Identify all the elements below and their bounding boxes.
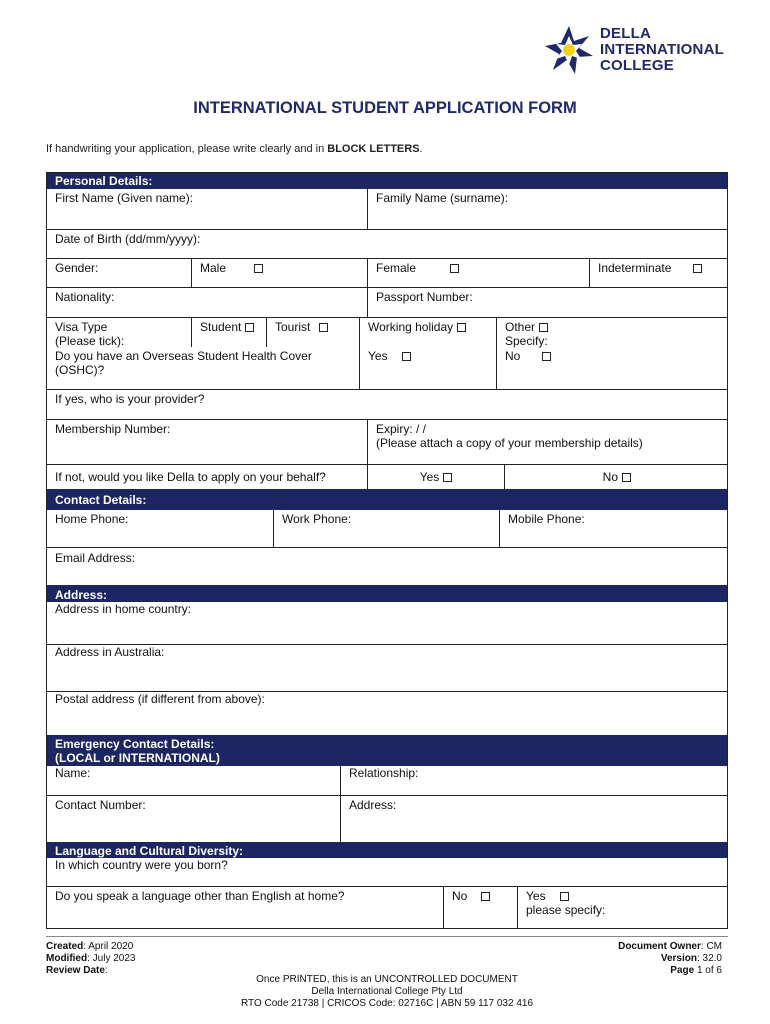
expiry-field[interactable] [367,420,727,464]
apply-no-label: No [602,470,618,484]
birth-country-field[interactable] [47,858,727,886]
membership-field[interactable] [47,420,367,464]
review-value: : [104,965,108,976]
emergency-header-line2: (LOCAL or INTERNATIONAL) [55,751,220,765]
other-language-question: Do you speak a language other than English at home? [55,889,345,903]
home-country-address-field[interactable] [47,602,727,644]
footer-left [46,941,135,977]
gender-male-option[interactable] [191,259,367,287]
oshc-question-line1: Do you have an Overseas Student Health Cover [55,349,312,363]
work-phone-label: Work Phone: [282,512,352,526]
uncontrolled-notice: Once PRINTED, this is an UNCONTROLLED DOCUMENT [256,974,518,985]
provider-field[interactable] [47,390,727,419]
indeterminate-label: Indeterminate [598,261,672,275]
intro-text [46,143,423,155]
intro-bold: BLOCK LETTERS [327,143,420,155]
male-label: Male [200,261,227,275]
emergency-relationship-label: Relationship: [349,766,419,780]
student-label: Student [200,320,242,334]
postal-address-field[interactable] [47,692,727,735]
star-emblem-icon [543,24,595,76]
passport-label: Passport Number: [376,290,473,304]
created-value: : April 2020 [83,941,134,952]
form-title: INTERNATIONAL STUDENT APPLICATION FORM [193,99,577,117]
other-language-yes-option[interactable] [517,887,727,928]
tourist-checkbox[interactable] [319,323,328,332]
page-label: Page [670,965,695,976]
oshc-no-option[interactable] [496,347,727,389]
apply-no-option[interactable] [504,465,727,489]
owner-value: : CM [700,941,722,952]
attach-note: (Please attach a copy of your membership details) [376,436,643,450]
email-label: Email Address: [55,551,136,565]
emergency-relationship-field[interactable] [340,766,727,795]
birth-country-label: In which country were you born? [55,858,228,872]
mobile-phone-field[interactable] [499,510,727,547]
version-label: Version [660,953,697,964]
expiry-label: Expiry: / / [376,422,427,436]
language-yes-label: Yes [526,889,546,903]
intro-end: . [419,143,423,155]
oshc-no-checkbox[interactable] [542,352,551,361]
indeterminate-checkbox[interactable] [693,264,702,273]
home-phone-field[interactable] [47,510,273,547]
australia-address-label: Address in Australia: [55,645,165,659]
please-tick-text: (Please tick): [55,334,125,348]
logo-line-1: DELLA [600,25,651,42]
intro-plain: If handwriting your application, please write clearly and in [46,143,328,155]
female-checkbox[interactable] [450,264,459,273]
logo-line-2: INTERNATIONAL [600,41,724,58]
family-name-field[interactable] [367,189,727,229]
modified-label: Modified [46,953,88,964]
other-label: Other [505,320,536,334]
section-header-emergency [47,735,727,766]
section-header-contact: Contact Details: [47,489,727,510]
other-language-no-option[interactable] [443,887,517,928]
gender-indeterminate-option[interactable] [589,259,727,287]
visa-type-text: Visa Type [55,320,108,334]
language-specify-label: please specify: [526,903,606,917]
apply-yes-label: Yes [419,470,440,484]
apply-yes-checkbox[interactable] [443,473,452,482]
work-phone-field[interactable] [273,510,499,547]
nationality-label: Nationality: [55,290,115,304]
australia-address-field[interactable] [47,645,727,691]
emergency-contact-number-field[interactable] [47,796,340,842]
home-phone-label: Home Phone: [55,512,129,526]
working-holiday-label: Working holiday [368,320,454,334]
created-label: Created [46,941,84,952]
footer-right [618,941,722,977]
language-no-checkbox[interactable] [481,892,490,901]
dob-field[interactable] [47,230,727,258]
gender-female-option[interactable] [367,259,589,287]
application-form [46,172,728,929]
passport-field[interactable] [367,288,727,317]
male-checkbox[interactable] [254,264,263,273]
visa-tourist-option[interactable] [266,318,359,347]
section-header-address: Address: [47,585,727,602]
visa-type-label [47,318,191,347]
version-value: : 32.0 [696,953,722,964]
apply-question: If not, would you like Della to apply on your behalf? [55,470,326,484]
visa-student-option[interactable] [191,318,266,347]
emergency-name-field[interactable] [47,766,340,795]
section-header-personal: Personal Details: [47,173,727,189]
logo-line-3: COLLEGE [600,57,674,74]
working-holiday-checkbox[interactable] [457,323,466,332]
emergency-name-label: Name: [55,766,91,780]
apply-no-checkbox[interactable] [622,473,631,482]
oshc-yes-label: Yes [368,349,388,363]
membership-label: Membership Number: [55,422,171,436]
oshc-question-line2: (OSHC)? [55,363,105,377]
emergency-header-line1: Emergency Contact Details: [55,737,215,751]
provider-label: If yes, who is your provider? [55,392,205,406]
apply-yes-option[interactable] [367,465,504,489]
footer-center [46,974,728,1010]
mobile-phone-label: Mobile Phone: [508,512,585,526]
nationality-field[interactable] [47,288,367,317]
family-name-label: Family Name (surname): [376,191,509,205]
tourist-label: Tourist [275,320,311,334]
della-logo [543,24,733,80]
first-name-field[interactable] [47,189,367,229]
student-checkbox[interactable] [245,323,254,332]
visa-working-holiday-option[interactable] [359,318,496,347]
oshc-question [47,347,359,389]
other-checkbox[interactable] [539,323,548,332]
postal-address-label: Postal address (if different from above): [55,692,265,706]
page-footer [46,936,728,1009]
logo-text [600,26,724,74]
female-label: Female [376,261,417,275]
oshc-no-label: No [505,349,521,363]
dob-label: Date of Birth (dd/mm/yyyy): [55,232,201,246]
emergency-contact-number-label: Contact Number: [55,798,146,812]
language-no-label: No [452,889,468,903]
gender-label: Gender: [55,261,99,275]
home-country-address-label: Address in home country: [55,602,192,616]
company-name: Della International College Pty Ltd [311,986,463,997]
registration-codes: RTO Code 21738 | CRICOS Code: 02716C | ABN 59 117 032 416 [240,998,534,1009]
other-specify-label: Specify: [505,334,548,348]
page-value: 1 of 6 [694,965,722,976]
language-yes-checkbox[interactable] [560,892,569,901]
review-label: Review Date [46,965,105,976]
oshc-yes-option[interactable] [359,347,496,389]
email-field[interactable] [47,548,727,585]
section-header-language: Language and Cultural Diversity: [47,842,727,858]
emergency-address-field[interactable] [340,796,727,842]
modified-value: : July 2023 [87,953,136,964]
visa-other-option[interactable] [496,318,727,347]
first-name-label: First Name (Given name): [55,191,194,205]
owner-label: Document Owner [618,941,701,952]
emergency-address-label: Address: [349,798,397,812]
oshc-yes-checkbox[interactable] [402,352,411,361]
